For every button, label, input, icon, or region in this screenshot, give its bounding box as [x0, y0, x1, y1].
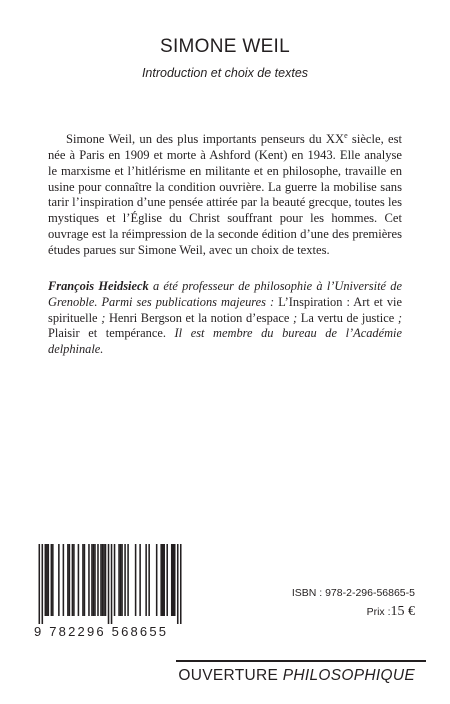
publication-2: Henri Bergson et la notion d’espace [105, 310, 293, 325]
barcode-bar [174, 544, 176, 616]
barcode-bar [48, 544, 50, 616]
author-biography [48, 279, 402, 358]
barcode-bar [72, 544, 74, 616]
century-superscript: e [344, 131, 348, 140]
barcode-bar [177, 544, 179, 624]
barcode-bar [180, 544, 182, 624]
isbn-number: ISBN : 978-2-296-56865-5 [291, 587, 415, 599]
barcode-digits: 9 782296 568655 [34, 624, 169, 639]
summary-text-start: Simone Weil, un des plus importants penseurs du XX [66, 132, 345, 147]
price-amount: 15 € [390, 604, 415, 619]
barcode-bar [148, 544, 150, 616]
barcode-bar [163, 544, 165, 616]
book-title: SIMONE WEIL [160, 36, 290, 57]
barcode-bar [69, 544, 71, 616]
barcode-bar [156, 544, 158, 616]
barcode-bar [171, 544, 173, 616]
barcode-bar [162, 544, 164, 616]
barcode-bar [39, 544, 41, 624]
publication-3: La vertu de justice [297, 310, 398, 325]
barcode-bar [58, 544, 60, 616]
barcode-bar [51, 544, 53, 616]
barcode-bars [34, 544, 186, 624]
publication-1: L’Inspiration : Art et vie spirituelle [48, 294, 402, 325]
barcode-bar [42, 544, 44, 624]
back-cover-summary [48, 128, 402, 259]
barcode-bar [139, 544, 141, 616]
barcode-bar [135, 544, 137, 616]
publication-4: Plaisir et tempérance. [48, 326, 166, 341]
barcode-bar [145, 544, 147, 616]
barcode-bar [160, 544, 162, 616]
barcode-bar [94, 544, 96, 616]
barcode-bar [120, 544, 122, 616]
barcode-bar [52, 544, 54, 616]
collection-name [178, 667, 415, 685]
author-bio-outro: Il est membre du bureau de l’Académie delphinale. [48, 326, 402, 357]
barcode-bar [73, 544, 75, 616]
barcode-bar [45, 544, 47, 616]
barcode-bar [93, 544, 95, 616]
author-bio-intro: a été professeur de philosophie à l’Université de Grenoble. Parmi ses publications majeures : [48, 279, 402, 309]
barcode-bar [103, 544, 105, 616]
barcode-bar [100, 544, 102, 616]
barcode-bar [84, 544, 86, 616]
author-name: François Heidsieck [48, 279, 149, 293]
barcode-bar [88, 544, 90, 616]
barcode-bar [127, 544, 129, 616]
collection-word-2: PHILOSOPHIQUE [282, 667, 415, 684]
barcode-bar [105, 544, 107, 616]
book-subtitle: Introduction et choix de textes [141, 66, 309, 80]
price-label: Prix : [366, 606, 391, 618]
collection-divider [176, 660, 426, 662]
collection-word-1: OUVERTURE [178, 667, 279, 684]
summary-text-rest: siècle, est née à Paris en 1909 et morte à Ashford (Kent) en 1943. Elle analyse le marxisme et l’hitlérisme en militante et en philosophe, travaille en usine pour connaître la condition ouvrière. La guerre la mobilise sans tarir l’inspiration d’une pensée attirée par la beauté grecque, toutes les mystiques et l’Église du Christ souffrant pour les hommes. Cet ouvrage est la réimpression de la seconde édition d’une des premières études parues sur Simone Weil, avec un choix de textes. [48, 132, 402, 257]
barcode-bar [114, 544, 116, 616]
barcode-bar [118, 544, 120, 616]
barcode-bar [63, 544, 65, 616]
barcode-bar [121, 544, 123, 616]
barcode-bar [67, 544, 69, 616]
barcode-bar [124, 544, 126, 616]
isbn-barcode [34, 544, 186, 624]
separator-2: ; [292, 310, 298, 325]
barcode-bar [82, 544, 84, 616]
separator-1: ; [101, 310, 106, 325]
barcode-bar [46, 544, 48, 616]
barcode-bar [102, 544, 104, 616]
barcode-bar [108, 544, 110, 624]
barcode-bar [97, 544, 99, 616]
price [367, 604, 415, 620]
barcode-bar [91, 544, 93, 616]
separator-3: ; [397, 310, 402, 325]
barcode-bar [166, 544, 168, 616]
barcode-bar [111, 544, 113, 624]
barcode-bar [172, 544, 174, 616]
barcode-bar [78, 544, 80, 616]
